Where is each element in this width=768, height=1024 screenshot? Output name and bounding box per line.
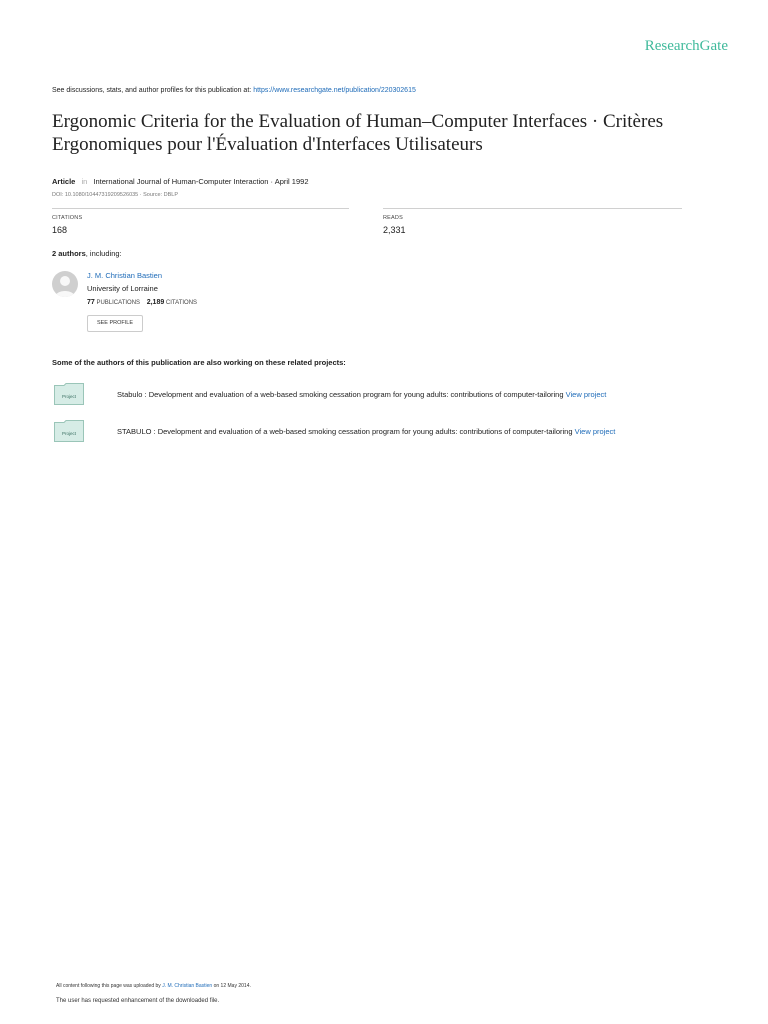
publication-meta — [52, 177, 309, 186]
author-name-link[interactable]: J. M. Christian Bastien — [87, 271, 163, 280]
publication-title: Ergonomic Criteria for the Evaluation of Human–Computer Interfaces · Critères Ergonomiques pour l'Évaluation d'Interfaces Utilisateurs — [52, 111, 664, 155]
author-citations-label: CITATIONS — [165, 300, 198, 306]
project-folder-icon[interactable] — [54, 383, 84, 405]
project-description: Stabulo : Development and evaluation of a web-based smoking cessation program for young adults: contributions of computer-tailoring — [117, 390, 564, 399]
view-project-link[interactable]: View project — [574, 427, 616, 436]
author-publications-label: PUBLICATIONS — [96, 300, 141, 306]
reads-value: 2,331 — [383, 225, 406, 235]
see-profile-button[interactable]: SEE PROFILE — [87, 315, 143, 332]
divider — [383, 208, 682, 209]
upload-note-suffix: on 12 May 2014. — [213, 983, 251, 989]
upload-note-prefix: All content following this page was uploaded by — [56, 983, 161, 989]
author-stats — [87, 299, 197, 306]
project-icon-label: Project — [61, 431, 77, 436]
divider — [52, 208, 349, 209]
view-project-link[interactable]: View project — [565, 390, 607, 399]
project-icon-label: Project — [61, 394, 77, 399]
author-publications-count: 77 — [87, 299, 95, 306]
uploader-link[interactable]: J. M. Christian Bastien — [162, 983, 213, 989]
publication-url-link[interactable]: https://www.researchgate.net/publication/220302615 — [253, 87, 416, 94]
project-item — [117, 390, 606, 399]
author-institution: University of Lorraine — [87, 284, 158, 293]
citations-label: CITATIONS — [52, 215, 83, 221]
avatar[interactable] — [52, 271, 78, 297]
authors-heading — [52, 249, 122, 258]
author-citations-count: 2,189 — [146, 299, 165, 306]
researchgate-logo[interactable]: ResearchGate — [644, 38, 728, 54]
reads-label: READS — [383, 215, 403, 221]
enhancement-note: The user has requested enhancement of the downloaded file. — [56, 998, 220, 1004]
project-folder-icon[interactable] — [54, 420, 84, 442]
project-item — [117, 427, 615, 436]
disclaimer-line — [52, 87, 416, 94]
publication-type: Article — [52, 177, 76, 186]
in-label: in — [81, 177, 88, 186]
authors-including: , including: — [85, 249, 122, 258]
disclaimer-text: See discussions, stats, and author profiles for this publication at: — [52, 87, 252, 94]
project-description: STABULO : Development and evaluation of a web-based smoking cessation program for young adults: contributions of computer-tailoring — [117, 427, 573, 436]
authors-count: 2 authors — [52, 249, 86, 258]
upload-note — [56, 983, 251, 989]
doi-source: DOI: 10.1080/10447319209526035 · Source: DBLP — [52, 192, 178, 198]
avatar-placeholder-icon — [52, 271, 78, 297]
related-projects-heading: Some of the authors of this publication are also working on these related projects: — [52, 358, 346, 367]
journal-name: International Journal of Human-Computer Interaction · April 1992 — [93, 177, 309, 186]
citations-value: 168 — [52, 225, 68, 235]
